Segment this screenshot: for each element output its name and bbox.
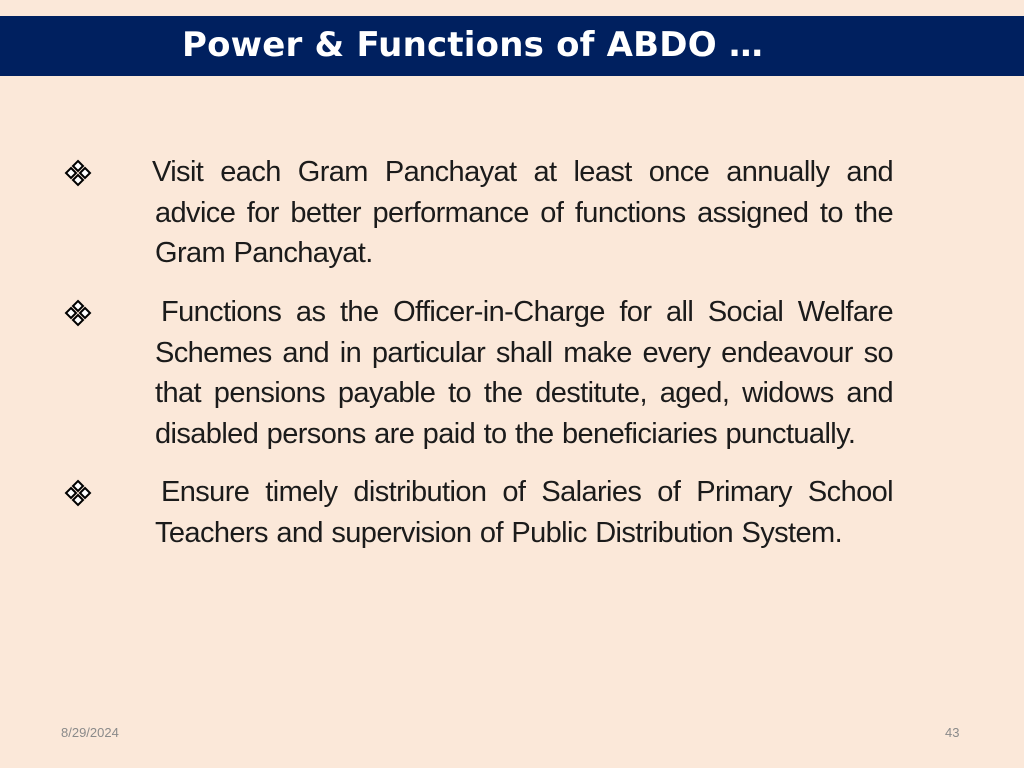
slide-title: Power & Functions of ABDO …	[182, 25, 764, 65]
four-diamond-bullet-icon	[64, 159, 92, 187]
bullet-text-1: Visit each Gram Panchayat at least once annually and advice for better performance of functions assigned to the Gram Panchayat.	[152, 156, 893, 269]
footer-date: 8/29/2024	[61, 725, 119, 740]
bullet-text-3: Ensure timely distribution of Salaries of Primary School Teachers and supervision of Public Distribution System.	[155, 476, 893, 549]
four-diamond-bullet-icon	[64, 479, 92, 507]
bullet-text-2: Functions as the Officer-in-Charge for all Social Welfare Schemes and in particular shall make every endeavour so that pensions payable to the destitute, aged, widows and disabled persons are paid to the beneficiaries punctually.	[155, 296, 893, 450]
four-diamond-bullet-icon	[64, 299, 92, 327]
page-number: 43	[945, 725, 960, 740]
